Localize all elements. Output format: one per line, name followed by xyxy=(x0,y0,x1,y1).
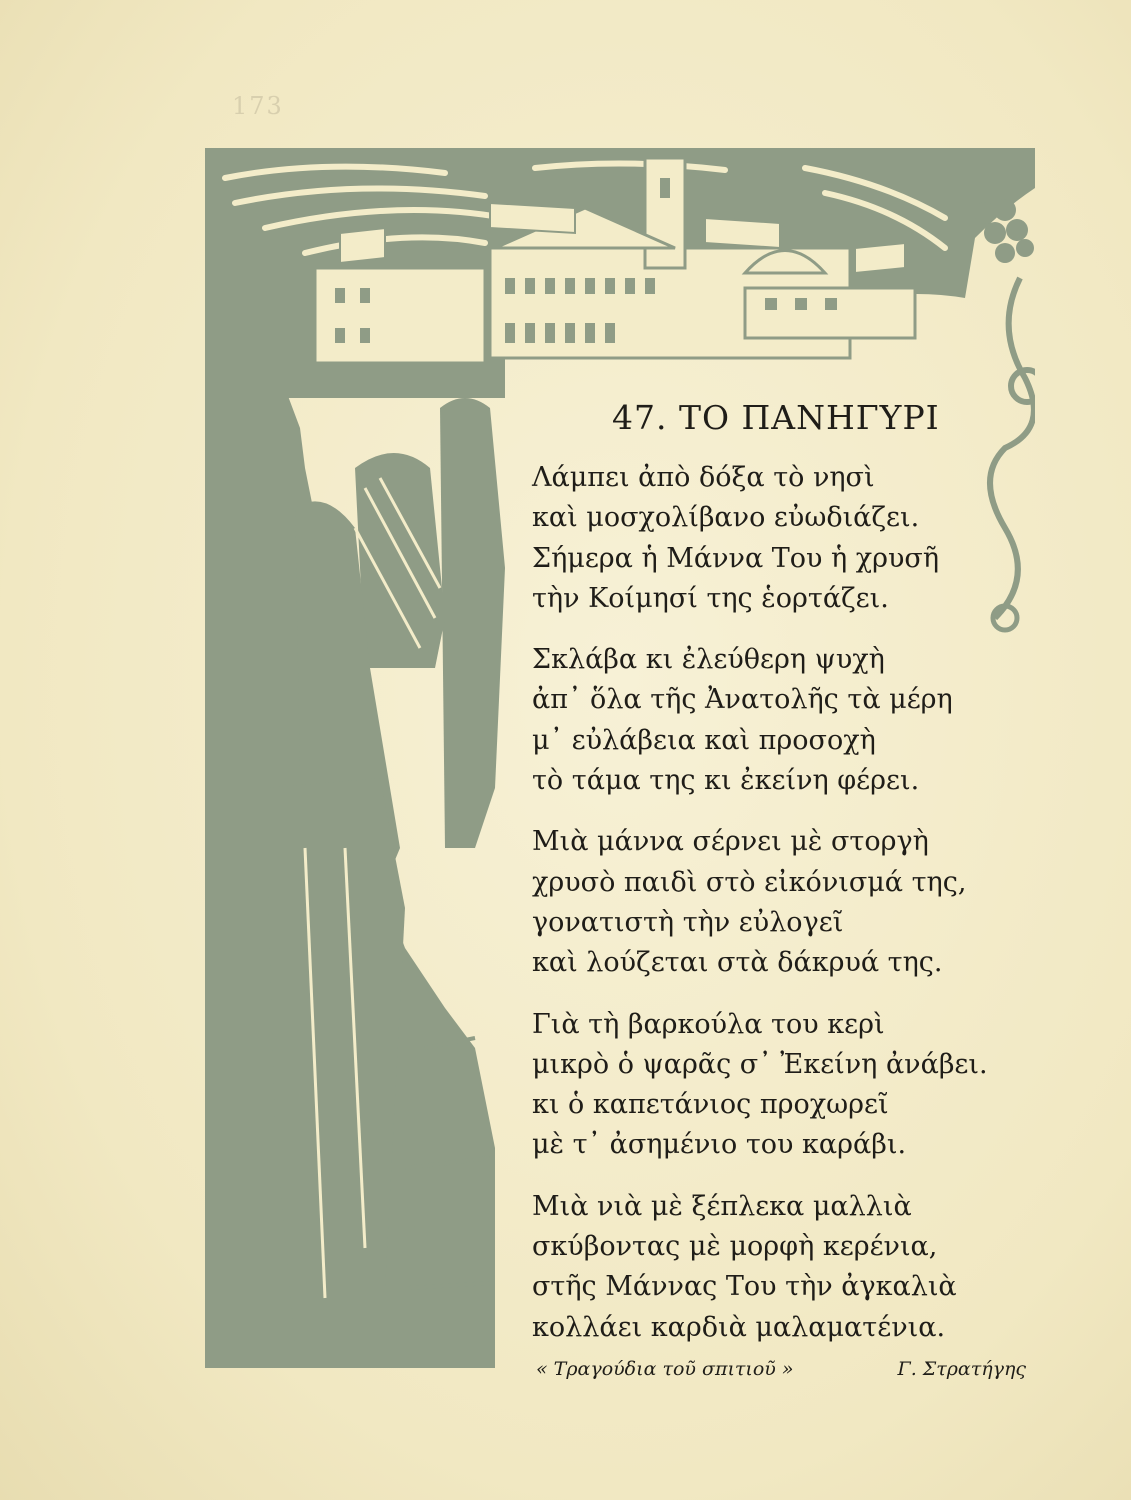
poem-title: 47. ΤΟ ΠΑΝΗΓΥΡΙ xyxy=(612,398,940,437)
poem-line: Γιὰ τὴ βαρκούλα του κερὶ xyxy=(532,1008,885,1040)
poem-line: Σήμερα ἡ Μάννα Του ἡ χρυσῆ xyxy=(532,542,940,574)
poem-line: κολλάει καρδιὰ μαλαματένια. xyxy=(532,1311,946,1343)
poem-line: Μιὰ μάννα σέρνει μὲ στοργὴ xyxy=(532,826,929,858)
attribution xyxy=(536,1358,1026,1384)
stanza xyxy=(532,458,1012,619)
poem-line: στῆς Μάννας Του τὴν ἀγκαλιὰ xyxy=(532,1271,957,1303)
poem-line: ἀπ᾽ ὅλα τῆς Ἀνατολῆς τὰ μέρη xyxy=(532,684,953,716)
poem-line: τὴν Κοίμησί της ἑορτάζει. xyxy=(532,582,889,614)
poem-line: Σκλάβα κι ἐλεύθερη ψυχὴ xyxy=(532,644,885,676)
poem-line: κι ὁ καπετάνιος προχωρεῖ xyxy=(532,1089,889,1121)
poem-line: σκύβοντας μὲ μορφὴ κερένια, xyxy=(532,1231,938,1263)
poem-line: Μιὰ νιὰ μὲ ξέπλεκα μαλλιὰ xyxy=(532,1190,912,1222)
poem-line: Λάμπει ἀπὸ δόξα τὸ νησὶ xyxy=(532,462,875,493)
poem-line: μὲ τ᾽ ἀσημένιο του καράβι. xyxy=(532,1129,907,1161)
poem-line: χρυσὸ παιδὶ στὸ εἰκόνισμά της, xyxy=(532,866,967,898)
stanza xyxy=(532,822,1012,983)
source-title: « Τραγούδια τοῦ σπιτιοῦ » xyxy=(536,1358,794,1380)
poem-line: καὶ λούζεται στὰ δάκρυά της. xyxy=(532,947,943,979)
poem-body xyxy=(532,458,1012,1369)
stanza xyxy=(532,1187,1012,1348)
poem-line: μ᾽ εὐλάβεια καὶ προσοχὴ xyxy=(532,724,876,756)
stanza xyxy=(532,640,1012,801)
page-number: 173 xyxy=(232,92,284,120)
poem-line: γονατιστὴ τὴν εὐλογεῖ xyxy=(532,906,844,938)
poem-line: καὶ μοσχολίβανο εὐωδιάζει. xyxy=(532,502,920,534)
author-name: Γ. Στρατήγης xyxy=(897,1358,1026,1380)
poem-line: μικρὸ ὁ ψαρᾶς σ᾽ Ἐκείνη ἀνάβει. xyxy=(532,1048,988,1080)
poem-line: τὸ τάμα της κι ἐκείνη φέρει. xyxy=(532,765,920,797)
stanza xyxy=(532,1005,1012,1166)
